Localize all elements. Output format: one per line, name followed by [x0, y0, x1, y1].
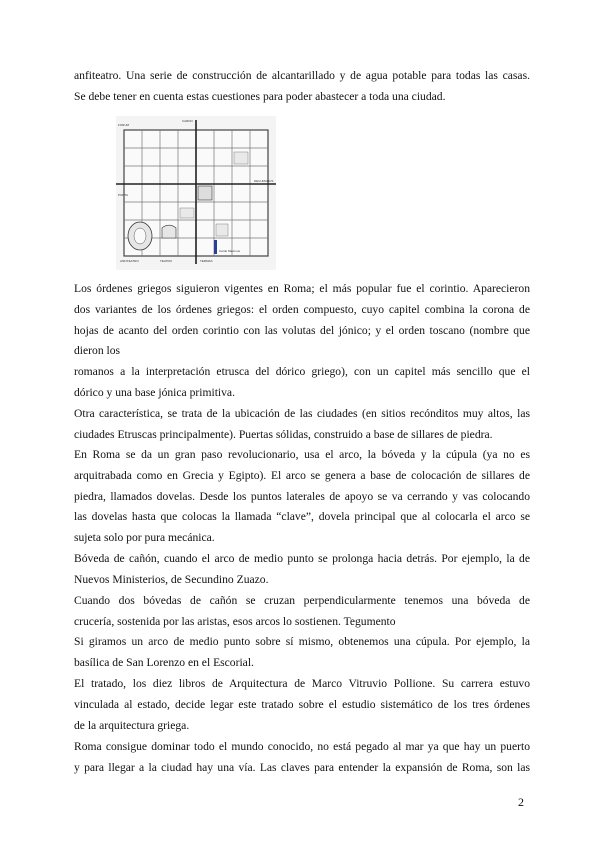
- roman-city-plan-figure: [116, 116, 276, 270]
- text-line: El tratado, los diez libros de Arquitectura de Marco Vitruvio Pollione. Su carrera estuvo: [74, 677, 530, 690]
- text-line: Otra característica, se trata de la ubicación de las ciudades (en sitios recónditos muy altos, las: [74, 407, 530, 420]
- figure-label: ANFITEATRO: [120, 259, 139, 263]
- figure-label: TERMAS: [200, 259, 213, 263]
- text-line: las dovelas hasta que colocas la llamada “clave”, dovela principal que al colocarla el arco se: [74, 510, 530, 524]
- theatre-shape: [162, 225, 176, 238]
- paragraph-9: [74, 737, 530, 779]
- text-line: basílica de San Lorenzo en el Escorial.: [74, 655, 254, 669]
- text-line: ciudades Etruscas principalmente). Puertas sólidas, construido a base de sillares de piedra.: [74, 427, 493, 441]
- text-line: Roma consigue dominar todo el mundo conocido, no está pegado al mar ya que hay un puerto: [74, 740, 530, 753]
- text-line: y para llegar a la ciudad hay una vía. Las claves para entender la expansión de Roma, son las: [74, 760, 530, 774]
- text-line: En Roma se da un gran paso revolucionario, usa el arco, la bóveda y la cúpula (ya no es: [74, 448, 530, 461]
- text-line: Se debe tener en cuenta estas cuestiones para poder abastecer a toda una ciudad.: [74, 89, 446, 103]
- figure-label: CARDO: [182, 119, 193, 123]
- text-line: dos variantes de los órdenes griegos: el orden compuesto, cuyo capitel combina la corona de: [74, 302, 530, 316]
- text-line: Bóveda de cañón, cuando el arco de medio punto se prolonga hacia detrás. Por ejemplo, la de: [74, 552, 530, 565]
- text-line: de la arquitectura griega.: [74, 718, 190, 732]
- paragraph-1: [74, 66, 530, 108]
- text-line: anfiteatro. Una serie de construcción de alcantarillado y de agua potable para todas las casas.: [74, 69, 530, 82]
- text-line: piedra, llamados dovelas. Desde los puntos laterales de apoyo se va cerrando y vas colocando: [74, 489, 530, 503]
- paragraph-8: [74, 674, 530, 736]
- text-line: dieron los: [74, 344, 121, 358]
- figure-label: FORUM: [118, 123, 129, 127]
- paragraph-4: [74, 445, 530, 549]
- text-line: romanos a la interpretación etrusca del dórico griego), con un capitel más sencillo que el: [74, 365, 530, 379]
- text-line: Nuevos Ministerios, de Secundino Zuazo.: [74, 572, 269, 586]
- forum-block: [198, 186, 212, 200]
- text-line: Cuando dos bóvedas de cañón se cruzan perpendicularmente tenemos una bóveda de: [74, 594, 530, 607]
- text-line: Si giramos un arco de medio punto sobre sí mismo, obtenemos una cúpula. Por ejemplo, la: [74, 635, 530, 648]
- paragraph-3: [74, 404, 530, 446]
- text-line: sujeta solo por pura mecánica.: [74, 531, 215, 545]
- text-line: dórico y una base jónica primitiva.: [74, 385, 235, 399]
- text-line: crucería, sostenida por las aristas, esos arcos lo sostienen. Tegumento: [74, 614, 396, 628]
- highlight-marker: [214, 240, 217, 254]
- figure-label: Cardo Maximus: [219, 249, 241, 253]
- page-number: 2: [518, 795, 524, 809]
- text-line: arquitrabada como en Grecia y Egipto). El arco se genera a base de colocación de sillares de: [74, 468, 530, 482]
- paragraph-2: [74, 279, 530, 404]
- text-line: Los órdenes griegos siguieron vigentes en Roma; el más popular fue el corintio. Aparecieron: [74, 282, 530, 295]
- paragraph-5: [74, 549, 530, 591]
- text-line: hojas de acanto del orden corintio con las volutas del jónico; y el orden toscano (nombre que: [74, 323, 530, 337]
- paragraph-6: [74, 591, 530, 633]
- figure-label: TEATRO: [160, 259, 172, 263]
- figure-label: PORTA: [118, 193, 129, 197]
- text-line: vinculada al estado, decide legar este tratado sobre el estudio sistemático de los tres órdenes: [74, 697, 530, 711]
- paragraph-7: [74, 632, 530, 674]
- figure-label: DECUMANUS: [254, 179, 274, 183]
